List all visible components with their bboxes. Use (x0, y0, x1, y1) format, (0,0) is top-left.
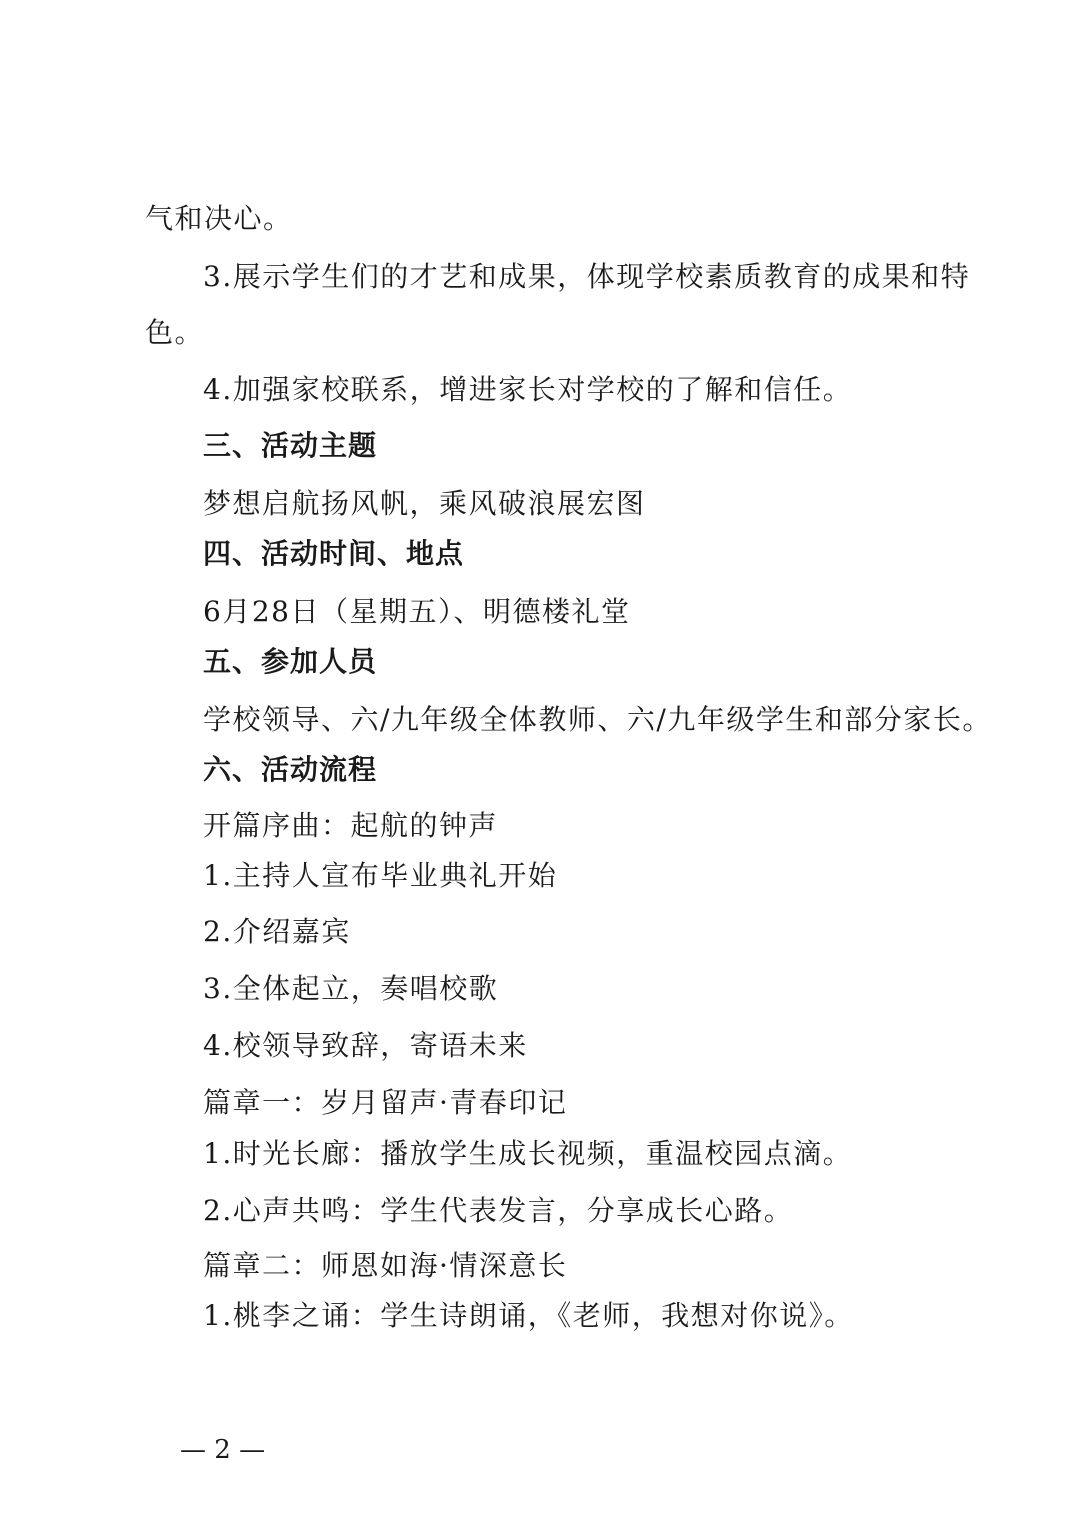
process-item: 1.时光长廊：播放学生成长视频，重温校园点滴。 (203, 1137, 853, 1170)
process-item: 2.介绍嘉宾 (203, 915, 351, 948)
objective-item-3: 3.展示学生们的才艺和成果，体现学校素质教育的成果和特 (203, 260, 971, 293)
objective-item-3-continuation: 色。 (145, 316, 205, 349)
participants-text: 学校领导、六/九年级全体教师、六/九年级学生和部分家长。 (203, 703, 992, 736)
objective-item-4: 4.加强家校联系，增进家长对学校的了解和信任。 (203, 373, 853, 406)
process-part-chapter-two: 篇章二：师恩如海·情深意长 (203, 1249, 568, 1282)
process-item: 3.全体起立，奏唱校歌 (203, 972, 499, 1005)
process-item: 4.校领导致辞，寄语未来 (203, 1029, 528, 1062)
paragraph-continuation: 气和决心。 (145, 202, 293, 235)
time-place-text: 6月28日（星期五）、明德楼礼堂 (203, 595, 631, 628)
theme-text: 梦想启航扬风帆，乘风破浪展宏图 (203, 487, 646, 520)
section-heading-participants: 五、参加人员 (203, 645, 378, 678)
page-number: — 2 — (180, 1435, 266, 1465)
process-item: 2.心声共鸣：学生代表发言，分享成长心路。 (203, 1194, 794, 1227)
section-heading-theme: 三、活动主题 (203, 429, 378, 462)
section-heading-time-place: 四、活动时间、地点 (203, 537, 465, 570)
process-item: 1.主持人宣布毕业典礼开始 (203, 859, 558, 892)
process-part-chapter-one: 篇章一：岁月留声·青春印记 (203, 1086, 568, 1119)
process-item: 1.桃李之诵：学生诗朗诵，《老师，我想对你说》。 (203, 1299, 854, 1332)
section-heading-process: 六、活动流程 (203, 753, 378, 786)
process-part-opening: 开篇序曲：起航的钟声 (203, 809, 499, 842)
